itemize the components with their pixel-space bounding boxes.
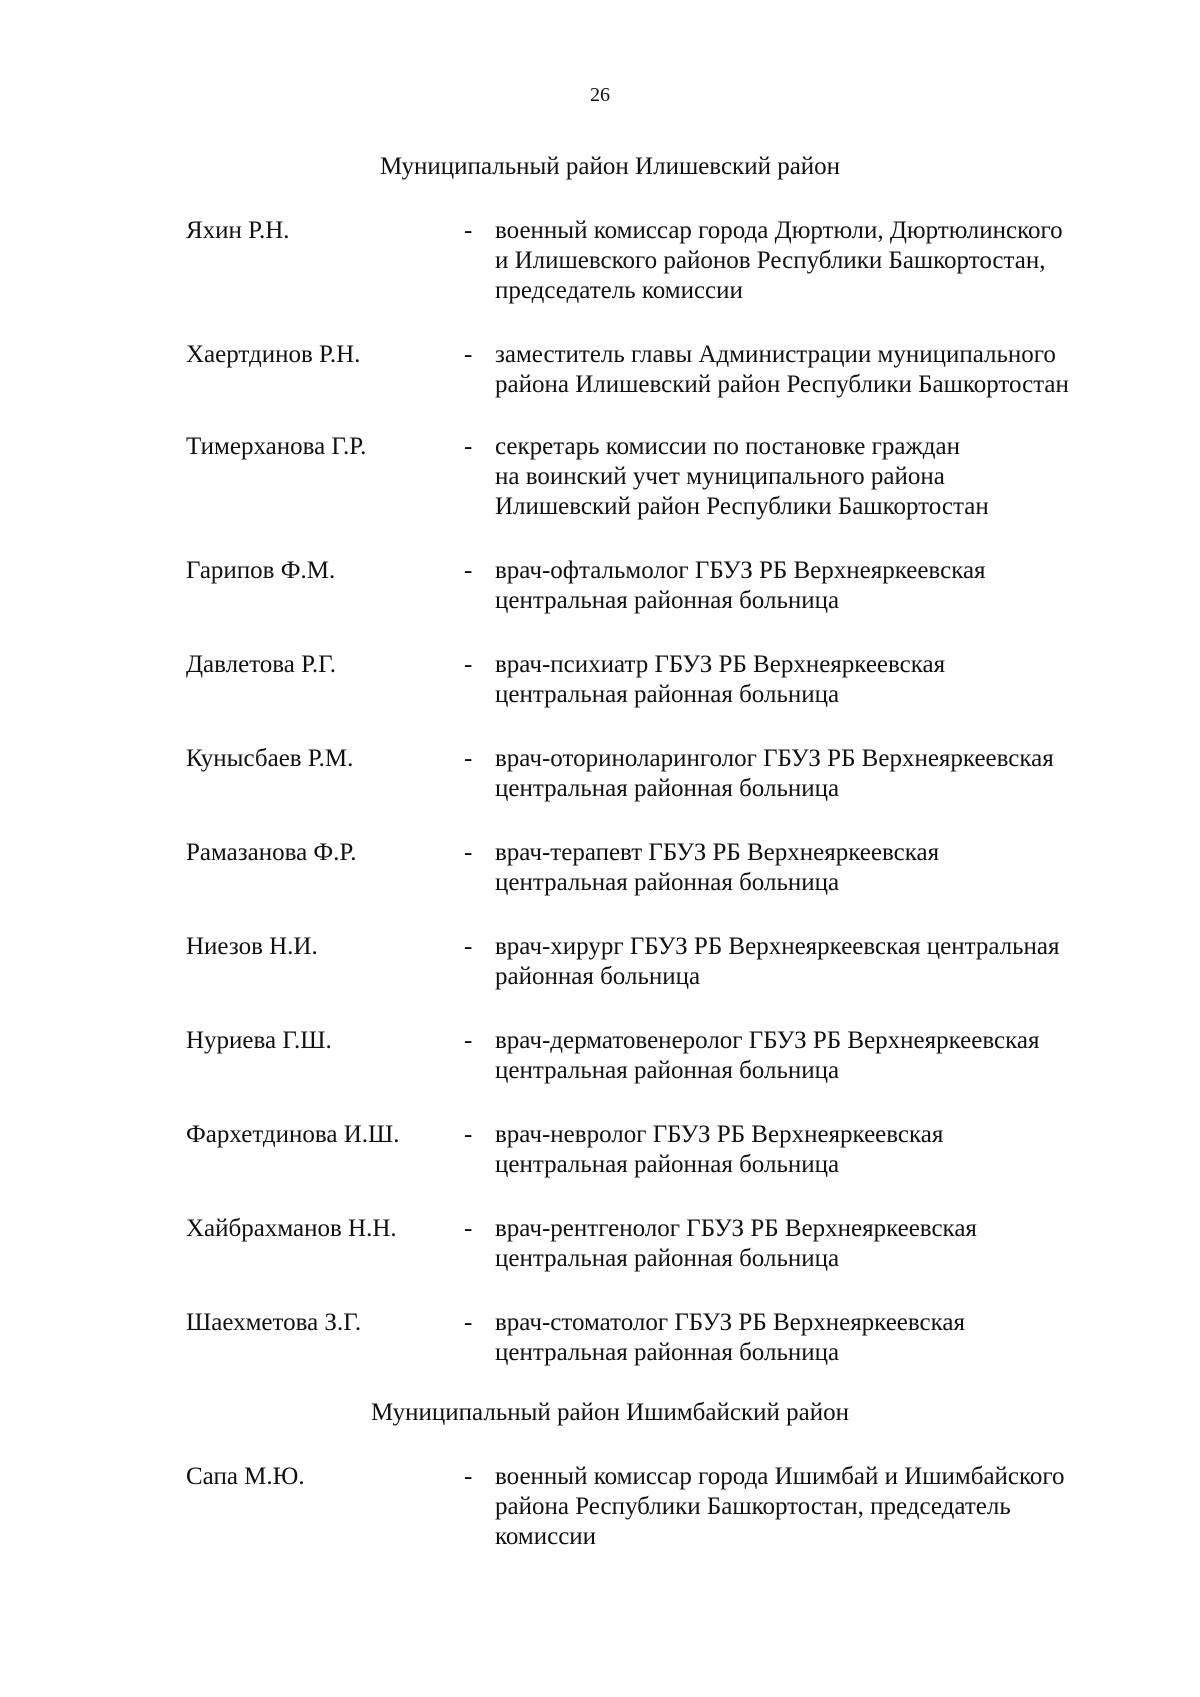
member-name: Ниезов Н.И. bbox=[186, 933, 318, 960]
member-name: Хаертдинов Р.Н. bbox=[186, 341, 361, 368]
member-role: врач-психиатр ГБУЗ РБ Верхнеяркеевская центральная районная больница bbox=[495, 651, 946, 708]
member-role: врач-офтальмолог ГБУЗ РБ Верхнеяркеевская центральная районная больница bbox=[495, 557, 986, 614]
member-name: Нуриева Г.Ш. bbox=[186, 1027, 332, 1054]
member-name: Яхин Р.Н. bbox=[186, 217, 290, 244]
member-dash: - bbox=[464, 1027, 473, 1054]
member-role: врач-невролог ГБУЗ РБ Верхнеяркеевская центральная районная больница bbox=[495, 1121, 944, 1178]
member-dash: - bbox=[464, 217, 473, 244]
member-dash: - bbox=[464, 745, 473, 772]
member-dash: - bbox=[464, 651, 473, 678]
page-number: 26 bbox=[590, 84, 610, 106]
member-dash: - bbox=[464, 557, 473, 584]
member-dash: - bbox=[464, 933, 473, 960]
member-name: Фархетдинова И.Ш. bbox=[186, 1121, 400, 1148]
member-name: Гарипов Ф.М. bbox=[186, 557, 336, 584]
member-dash: - bbox=[464, 1463, 473, 1490]
member-dash: - bbox=[464, 1121, 473, 1148]
member-role: врач-терапевт ГБУЗ РБ Верхнеяркеевская центральная районная больница bbox=[495, 839, 940, 896]
member-role: врач-хирург ГБУЗ РБ Верхнеяркеевская центральная районная больница bbox=[495, 933, 1060, 990]
member-dash: - bbox=[464, 1309, 473, 1336]
member-dash: - bbox=[464, 1215, 473, 1242]
member-name: Тимерханова Г.Р. bbox=[186, 433, 367, 460]
member-dash: - bbox=[464, 433, 473, 460]
member-role: заместитель главы Администрации муниципального района Илишевский район Республики Башкортостан bbox=[495, 341, 1069, 398]
member-name: Шаехметова З.Г. bbox=[186, 1309, 362, 1336]
member-role: врач-оториноларинголог ГБУЗ РБ Верхнеяркеевская центральная районная больница bbox=[495, 745, 1054, 802]
member-role: военный комиссар города Ишимбай и Ишимбайского района Республики Башкортостан, председатель комиссии bbox=[495, 1463, 1065, 1550]
member-name: Хайбрахманов Н.Н. bbox=[186, 1215, 397, 1242]
member-dash: - bbox=[464, 341, 473, 368]
member-role: секретарь комиссии по постановке граждан на воинский учет муниципального района Илишевский район Республики Башкортостан bbox=[495, 433, 989, 520]
section-heading-ilishevsky: Муниципальный район Илишевский район bbox=[379, 153, 841, 180]
member-role: военный комиссар города Дюртюли, Дюртюлинского и Илишевского районов Республики Башкортостан, председатель комиссии bbox=[495, 217, 1063, 304]
member-name: Рамазанова Ф.Р. bbox=[186, 839, 357, 866]
member-name: Кунысбаев Р.М. bbox=[186, 745, 354, 772]
member-dash: - bbox=[464, 839, 473, 866]
section-heading-ishimbaysky: Муниципальный район Ишимбайский район bbox=[371, 1399, 849, 1426]
member-role: врач-рентгенолог ГБУЗ РБ Верхнеяркеевская центральная районная больница bbox=[495, 1215, 977, 1272]
member-role: врач-стоматолог ГБУЗ РБ Верхнеяркеевская центральная районная больница bbox=[495, 1309, 966, 1366]
member-name: Сапа М.Ю. bbox=[186, 1463, 305, 1490]
member-role: врач-дерматовенеролог ГБУЗ РБ Верхнеяркеевская центральная районная больница bbox=[495, 1027, 1040, 1084]
member-name: Давлетова Р.Г. bbox=[186, 651, 337, 678]
